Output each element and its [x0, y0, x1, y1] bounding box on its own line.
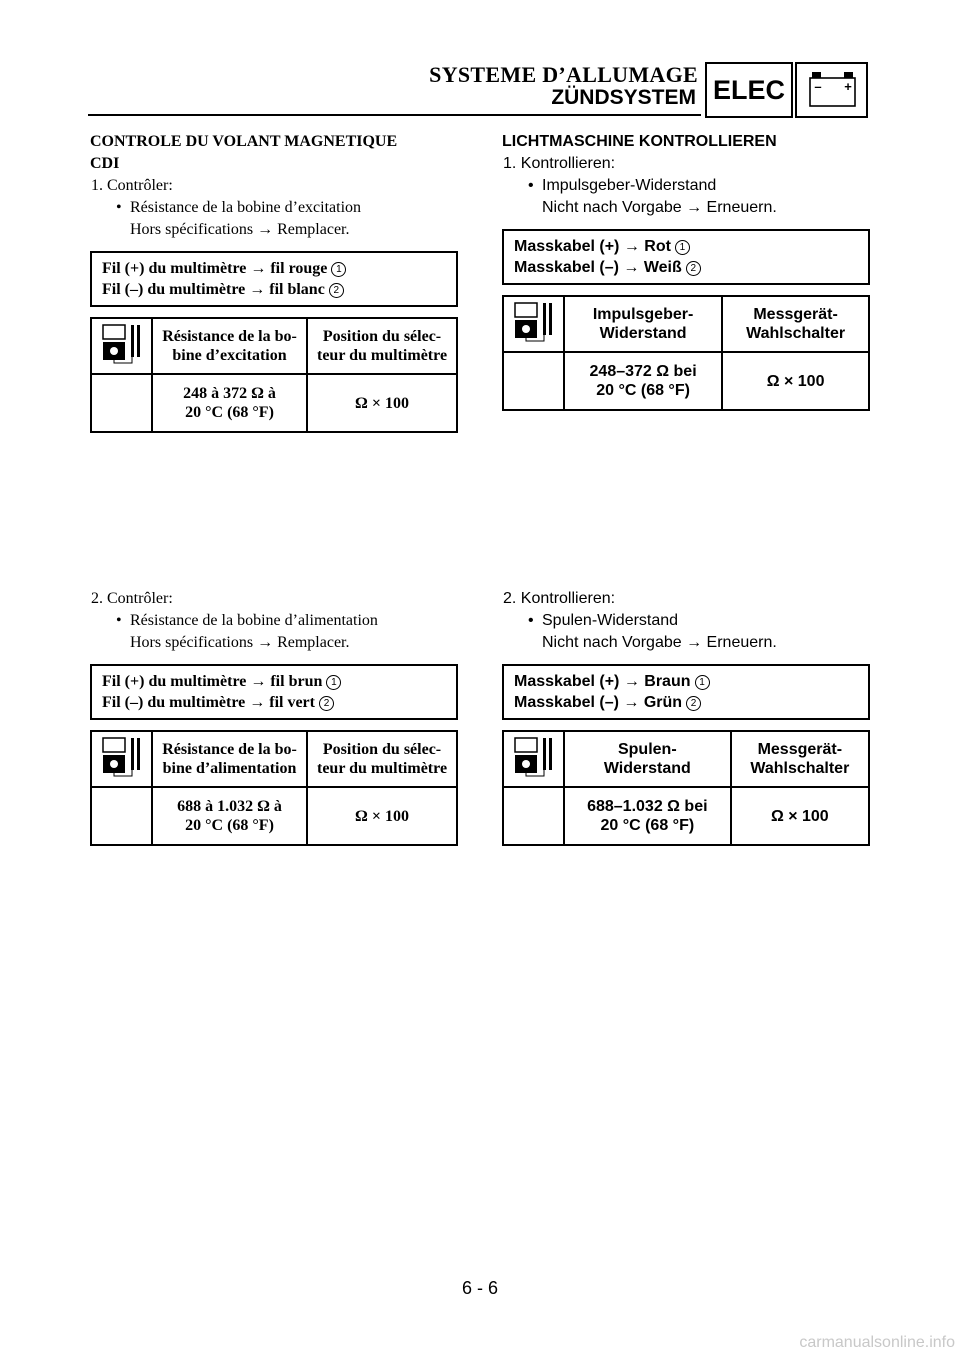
fr-action-1: Hors spécifications → Remplacer.	[130, 221, 350, 238]
fr-wire-1-minus: Fil (–) du multimètre → fil blanc 2	[102, 279, 446, 300]
callout-2-icon: 2	[329, 283, 344, 298]
battery-icon	[795, 62, 868, 118]
multimeter-icon	[503, 296, 564, 352]
fr-bullet-1: • Résistance de la bobine d’excitation	[90, 197, 458, 219]
fr-table-2-value-resistance: 688 à 1.032 Ω à 20 °C (68 °F)	[152, 787, 307, 845]
de-wire-1-minus: Masskabel (–) → Weiß 2	[514, 257, 858, 278]
fr-wire-box-1	[90, 251, 458, 307]
de-spec-table-2	[502, 730, 870, 846]
fr-table-1-value-resistance: 248 à 372 Ω à 20 °C (68 °F)	[152, 374, 307, 432]
fr-action-2: Hors spécifications → Remplacer.	[130, 634, 350, 651]
de-table-2-header-resistance: Spulen- Widerstand	[564, 731, 731, 787]
fr-section-1	[90, 131, 458, 433]
de-bullet-2-text: Spulen-Widerstand	[542, 612, 679, 629]
de-table-1-empty-cell	[503, 352, 564, 410]
de-action-1: Nicht nach Vorgabe → Erneuern.	[542, 199, 777, 216]
de-action-2: Nicht nach Vorgabe → Erneuern.	[542, 634, 777, 651]
page-number: 6 - 6	[461, 1278, 499, 1298]
de-table-1-value-selector: Ω × 100	[722, 352, 869, 410]
fr-table-1-header-selector: Position du sélec- teur du multimètre	[307, 318, 457, 374]
de-table-1-header-resistance: Impulsgeber- Widerstand	[564, 296, 722, 352]
de-wire-box-1	[502, 229, 870, 285]
fr-step-1: 1. Contrôler:	[91, 177, 173, 194]
callout-2-icon: 2	[686, 696, 701, 711]
battery-plus-label: +	[844, 79, 852, 94]
fr-table-1-value-selector: Ω × 100	[307, 374, 457, 432]
callout-1-icon: 1	[326, 675, 341, 690]
fr-table-2-empty-cell	[91, 787, 152, 845]
callout-2-icon: 2	[319, 696, 334, 711]
de-table-2-value-selector: Ω × 100	[731, 787, 869, 845]
fr-table-1-header-resistance: Résistance de la bo- bine d’excitation	[152, 318, 307, 374]
fr-table-1-empty-cell	[91, 374, 152, 432]
fr-table-2-value-selector: Ω × 100	[307, 787, 457, 845]
multimeter-icon	[91, 318, 152, 374]
fr-bullet-1-text: Résistance de la bobine d’excitation	[130, 199, 362, 216]
de-table-2-value-resistance: 688–1.032 Ω bei 20 °C (68 °F)	[564, 787, 731, 845]
header-title-de: ZÜNDSYSTEM	[551, 86, 696, 109]
fr-spec-table-1	[90, 317, 458, 433]
callout-1-icon: 1	[695, 675, 710, 690]
callout-2-icon: 2	[686, 261, 701, 276]
de-bullet-2: • Spulen-Widerstand	[502, 610, 870, 632]
callout-1-icon: 1	[331, 262, 346, 277]
fr-wire-2-minus: Fil (–) du multimètre → fil vert 2	[102, 692, 446, 713]
multimeter-icon	[91, 731, 152, 787]
fr-heading-1: CONTROLE DU VOLANT MAGNETIQUE	[90, 133, 398, 150]
de-section-1	[502, 131, 870, 411]
multimeter-icon	[503, 731, 564, 787]
header-rule	[88, 114, 701, 116]
de-wire-2-minus: Masskabel (–) → Grün 2	[514, 692, 858, 713]
de-heading-1: LICHTMASCHINE KONTROLLIEREN	[502, 133, 777, 150]
battery-minus-label: –	[814, 79, 822, 94]
de-spec-table-1	[502, 295, 870, 411]
fr-step-2: 2. Contrôler:	[91, 590, 173, 607]
fr-wire-box-2	[90, 664, 458, 720]
de-step-2: 2. Kontrollieren:	[503, 590, 616, 607]
de-section-2	[502, 588, 870, 846]
fr-spec-table-2	[90, 730, 458, 846]
section-code-badge: ELEC	[705, 62, 793, 118]
fr-section-2	[90, 588, 458, 846]
de-step-1: 1. Kontrollieren:	[503, 155, 616, 172]
header-title-fr: SYSTEME D’ALLUMAGE	[429, 62, 698, 87]
de-wire-2-plus: Masskabel (+) → Braun 1	[514, 671, 858, 692]
fr-wire-2-plus: Fil (+) du multimètre → fil brun 1	[102, 671, 446, 692]
fr-bullet-2-text: Résistance de la bobine d’alimentation	[130, 612, 378, 629]
watermark: carmanualsonline.info	[799, 1334, 955, 1351]
de-table-2-header-selector: Messgerät- Wahlschalter	[731, 731, 869, 787]
de-wire-box-2	[502, 664, 870, 720]
fr-table-2-header-selector: Position du sélec- teur du multimètre	[307, 731, 457, 787]
fr-heading-2: CDI	[90, 155, 120, 172]
fr-bullet-2: • Résistance de la bobine d’alimentation	[90, 610, 458, 632]
de-table-1-header-selector: Messgerät- Wahlschalter	[722, 296, 869, 352]
de-bullet-1: • Impulsgeber-Widerstand	[502, 175, 870, 197]
de-wire-1-plus: Masskabel (+) → Rot 1	[514, 236, 858, 257]
fr-wire-1-plus: Fil (+) du multimètre → fil rouge 1	[102, 258, 446, 279]
de-bullet-1-text: Impulsgeber-Widerstand	[542, 177, 717, 194]
de-table-2-empty-cell	[503, 787, 564, 845]
de-table-1-value-resistance: 248–372 Ω bei 20 °C (68 °F)	[564, 352, 722, 410]
callout-1-icon: 1	[675, 240, 690, 255]
fr-table-2-header-resistance: Résistance de la bo- bine d’alimentation	[152, 731, 307, 787]
